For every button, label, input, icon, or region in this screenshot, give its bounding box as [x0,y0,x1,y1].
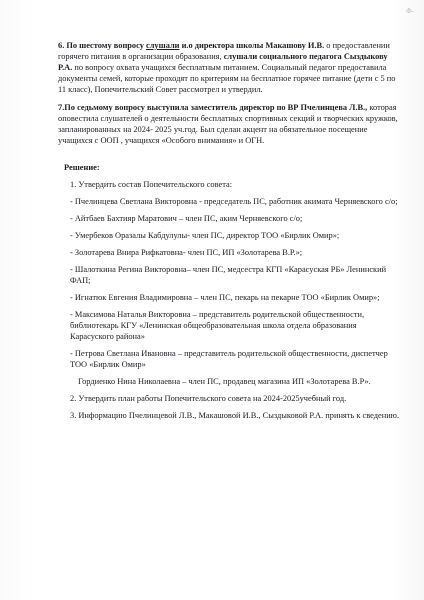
council-member-2: - Айтбаев Бахтияр Маратович – член ПС, аким Черняевского с/о; [70,214,303,223]
council-member-6: - Игнатюк Евгения Владимировна – член ПС, пекарь на пекарне ТОО «Бирлик Омир»; [70,293,380,302]
council-member-5: - Шалоткина Регина Викторовна– член ПС, медсестра КГП «Карасуская РБ» Ленинский ФАП; [70,265,387,285]
council-member-8: - Петрова Светлана Ивановна – представитель родительской общественности, диспетчер ТОО «Бирлик Омир» [70,349,388,369]
decision-list [70,179,402,421]
council-member-7: - Максимова Наталья Викторовна – представитель родительской общественности, библиотекарь КГУ «Ленинская общеобразовательная школа отдела образования Карасуского района» [70,310,365,341]
q6-heading: 6. По шестому вопросу [58,41,144,50]
council-member-4: - Золотарева Внира Рифкатовна- член ПС, ИП «Золотарева В.Р.»; [70,248,303,257]
decision-title: Решение: [64,163,100,172]
decision-item-1: 1. Утвердить состав Попечительского совета: [70,180,233,189]
decision-item-3: 3. Информацию Пчелинцевой Л.В., Макашовой И.В., Сыздыковой Р.А. принять к сведению. [70,411,400,420]
q6-text-b: по вопросу охвата учащихся бесплатным питанием. Социальный педагог предоставила документы семей, которые проходят по критериям на бесплатное горячее питание (дети с 5 по 11 класс), Попечительский Совет рассмотрел и утвердил. [58,63,396,94]
paragraph-question-6 [58,40,402,95]
q6-heard: слушали [146,41,180,50]
q7-heading: 7.По седьмому вопросу выступила заместитель директор по ВР Пчелинцева Л.В., [58,103,368,112]
q6-social-pedagogue: слушали социального педагога Сыздыкову Р.А. [58,52,388,72]
corner-mark: Ф- [406,7,414,15]
paragraph-question-7 [58,102,402,146]
decision-item-2: 2. Утвердить план работы Попечительского совета на 2024-2025учебный год. [70,394,347,403]
q6-director: и.о директора школы Макашову И.В. [181,41,325,50]
q6-text-a: о предоставлении горячего питания в организации образования, [58,41,390,61]
council-member-1: - Пчелинцева Светлана Викторовна - председатель ПС, работник акимата Черняевского с/о; [70,197,398,206]
q7-text: которая оповестила слушателей о деятельности бесплатных спортивных секций и творческих кружков, запланированных на 2024- 2025 уч.год. Был сделан акцент на обязательное посещение учащихся с ООП , учащихся «Особого внимания» и ОГН. [58,103,398,145]
council-member-9: Гордиенко Нина Николаевна – член ПС, продавец магазина ИП «Золотарева В.Р». [78,377,371,386]
council-member-3: - Умербеков Оразалы Кабдулулы- член ПС, директор ТОО «Бирлик Омир»; [70,231,340,240]
